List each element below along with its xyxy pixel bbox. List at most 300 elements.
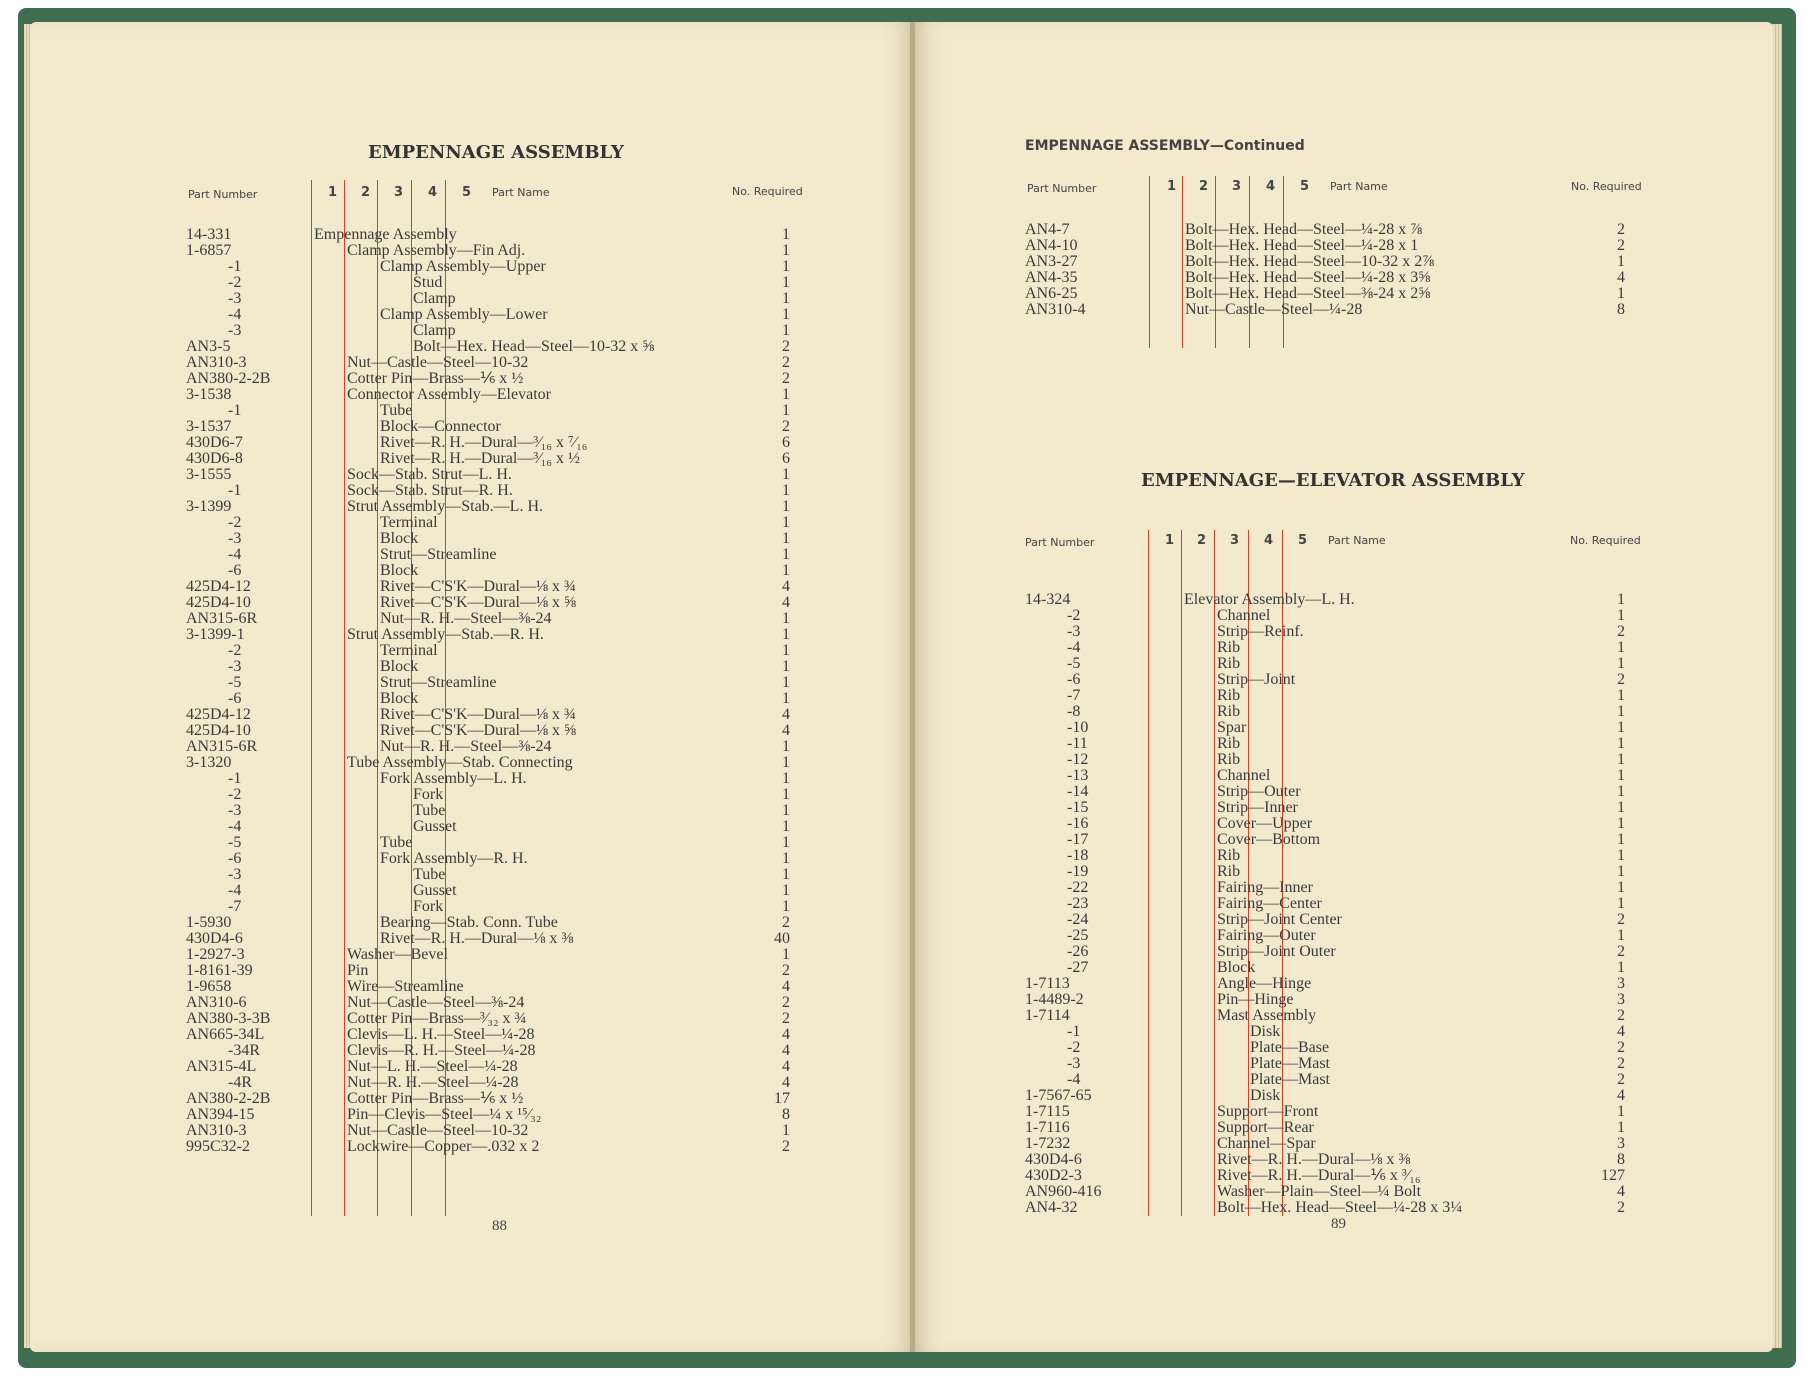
quantity-required: 1: [782, 386, 790, 403]
quantity-required: 2: [1617, 1055, 1625, 1072]
header-part-name: Part Name: [1328, 534, 1386, 547]
part-name: Cover—Bottom: [1217, 831, 1321, 848]
part-number: AN380-2-2B: [186, 370, 271, 387]
part-number: -3: [228, 322, 242, 339]
quantity-required: 2: [782, 914, 790, 931]
part-name: Terminal: [380, 514, 438, 531]
part-number: -14: [1067, 783, 1089, 800]
part-name: Rib: [1217, 863, 1241, 880]
part-number: -34R: [228, 1042, 260, 1059]
part-number: 430D6-7: [186, 434, 243, 451]
quantity-required: 1: [782, 818, 790, 835]
part-name: Rib: [1217, 703, 1241, 720]
part-number: 430D4-6: [186, 930, 243, 947]
part-name: Cotter Pin—Brass—⅙ x ½: [347, 1090, 524, 1107]
part-number: -15: [1067, 799, 1089, 816]
part-number: AN4-7: [1025, 221, 1070, 238]
header-col-2: 2: [1199, 179, 1209, 194]
part-name: Support—Front: [1217, 1103, 1319, 1120]
part-number: 425D4-12: [186, 706, 251, 723]
part-name: Strip—Joint: [1217, 671, 1296, 688]
part-number: 430D2-3: [1025, 1167, 1082, 1184]
part-name: Elevator Assembly—L. H.: [1184, 591, 1355, 608]
quantity-required: 1: [782, 738, 790, 755]
part-number: -2: [228, 274, 242, 291]
part-name: Nut—R. H.—Steel—⅜-24: [380, 610, 552, 627]
quantity-required: 1: [782, 866, 790, 883]
part-number: -4: [228, 882, 242, 899]
part-name: Tube Assembly—Stab. Connecting: [347, 754, 573, 771]
part-number: 1-7114: [1025, 1007, 1070, 1024]
quantity-required: 2: [1617, 1071, 1625, 1088]
part-number: -2: [1067, 607, 1081, 624]
part-number: -24: [1067, 911, 1089, 928]
part-number: -5: [228, 674, 242, 691]
header-part-name: Part Name: [492, 186, 550, 199]
quantity-required: 2: [1617, 671, 1625, 688]
part-number: AN3-27: [1025, 253, 1078, 270]
part-name: Nut—R. H.—Steel—¼-28: [347, 1074, 519, 1091]
quantity-required: 1: [782, 402, 790, 419]
part-name: Wire—Streamline: [347, 978, 464, 995]
quantity-required: 1: [782, 482, 790, 499]
part-name: Rivet—R. H.—Dural—³⁄₁₆ x ½: [380, 450, 580, 467]
quantity-required: 4: [782, 1058, 790, 1075]
column-rule: [1149, 176, 1150, 348]
part-name: Block: [1217, 959, 1256, 976]
quantity-required: 1: [782, 258, 790, 275]
part-name: Fork: [413, 898, 444, 915]
part-number: -2: [228, 514, 242, 531]
quantity-required: 1: [782, 1122, 790, 1139]
quantity-required: 4: [782, 706, 790, 723]
part-name: Clevis—R. H.—Steel—¼-28: [347, 1042, 536, 1059]
header-part-number: Part Number: [188, 188, 258, 201]
quantity-required: 1: [1617, 831, 1625, 848]
quantity-required: 1: [782, 466, 790, 483]
right-page: [915, 22, 1773, 1352]
part-number: 1-4489-2: [1025, 991, 1084, 1008]
quantity-required: 1: [1617, 751, 1625, 768]
quantity-required: 4: [1617, 269, 1625, 286]
quantity-required: 1: [782, 946, 790, 963]
part-number: -3: [1067, 1055, 1081, 1072]
quantity-required: 1: [1617, 863, 1625, 880]
part-name: Plate—Mast: [1250, 1071, 1330, 1088]
quantity-required: 4: [1617, 1023, 1625, 1040]
header-col-2: 2: [1197, 533, 1207, 548]
part-number: 3-1320: [186, 754, 232, 771]
part-number: -18: [1067, 847, 1089, 864]
quantity-required: 2: [1617, 943, 1625, 960]
part-number: 1-7115: [1025, 1103, 1070, 1120]
part-number: AN380-2-2B: [186, 1090, 271, 1107]
quantity-required: 1: [782, 690, 790, 707]
part-number: -1: [228, 770, 242, 787]
part-name: Bolt—Hex. Head—Steel—¼-28 x 3⅝: [1185, 269, 1431, 286]
part-name: Fork: [413, 786, 444, 803]
part-number: 1-6857: [186, 242, 232, 259]
quantity-required: 1: [782, 322, 790, 339]
header-col-1: 1: [1165, 533, 1175, 548]
part-name: Strip—Joint Center: [1217, 911, 1342, 928]
quantity-required: 1: [782, 786, 790, 803]
part-name: Gusset: [413, 882, 457, 899]
quantity-required: 2: [782, 338, 790, 355]
part-name: Cotter Pin—Brass—³⁄₃₂ x ¾: [347, 1010, 527, 1027]
part-number-column: [186, 227, 301, 1155]
part-name: Strut Assembly—Stab.—L. H.: [347, 498, 544, 515]
quantity-required: 2: [782, 1138, 790, 1155]
part-name: Rivet—C'S'K—Dural—⅛ x ¾: [380, 706, 576, 723]
quantity-required: 1: [1617, 285, 1625, 302]
part-name: Channel: [1217, 767, 1271, 784]
quantity-required: 1: [782, 498, 790, 515]
part-name: Pin—Clevis—Steel—¼ x ¹⁵⁄₃₂: [347, 1106, 542, 1123]
quantity-required: 1: [1617, 783, 1625, 800]
part-name: Gusset: [413, 818, 457, 835]
quantity-required: 1: [782, 626, 790, 643]
part-name: Tube: [380, 834, 413, 851]
part-name: Tube: [413, 802, 446, 819]
header-part-number: Part Number: [1027, 182, 1097, 195]
quantity-required: 1: [1617, 847, 1625, 864]
part-name: Rib: [1217, 847, 1241, 864]
quantity-required: 1: [782, 226, 790, 243]
part-number: -6: [228, 850, 242, 867]
quantity-required: 4: [782, 1026, 790, 1043]
part-name: Bolt—Hex. Head—Steel—10-32 x ⅝: [413, 338, 655, 355]
part-number: 1-7116: [1025, 1119, 1070, 1136]
quantity-required: 3: [1617, 991, 1625, 1008]
quantity-required: 1: [1617, 655, 1625, 672]
part-number-column: [1025, 592, 1140, 1216]
part-number: -6: [1067, 671, 1081, 688]
quantity-required: 1: [782, 850, 790, 867]
part-number: AN4-32: [1025, 1199, 1078, 1216]
part-number: -4R: [228, 1074, 252, 1091]
part-name: Tube: [380, 402, 413, 419]
quantity-required: 2: [782, 994, 790, 1011]
part-name: Strip—Outer: [1217, 783, 1301, 800]
quantity-required: 2: [1617, 1199, 1625, 1216]
quantity-required: 1: [782, 770, 790, 787]
quantity-required: 4: [782, 1074, 790, 1091]
part-number: AN6-25: [1025, 285, 1078, 302]
part-number: -6: [228, 690, 242, 707]
part-name: Disk: [1250, 1087, 1281, 1104]
part-name: Disk: [1250, 1023, 1281, 1040]
quantity-required: 1: [1617, 703, 1625, 720]
part-number: -2: [228, 786, 242, 803]
part-number: 14-331: [186, 226, 232, 243]
part-number: -12: [1067, 751, 1089, 768]
part-number: AN380-3-3B: [186, 1010, 271, 1027]
part-number: 1-5930: [186, 914, 232, 931]
part-number: -7: [228, 898, 242, 915]
part-name: Plate—Base: [1250, 1039, 1330, 1056]
quantity-required: 1: [782, 898, 790, 915]
part-number: -26: [1067, 943, 1089, 960]
header-col-4: 4: [1266, 179, 1276, 194]
part-number: AN4-10: [1025, 237, 1078, 254]
part-name: Washer—Plain—Steel—¼ Bolt: [1217, 1183, 1422, 1200]
part-name-column: [1151, 592, 1591, 1216]
header-no-required: No. Required: [1570, 534, 1641, 547]
column-rule: [1148, 530, 1149, 1216]
quantity-required: 1: [1617, 799, 1625, 816]
part-name-column: [1152, 222, 1592, 318]
part-number: 3-1555: [186, 466, 232, 483]
part-number: -3: [228, 802, 242, 819]
quantity-required: 1: [1617, 927, 1625, 944]
part-number: 425D4-12: [186, 578, 251, 595]
quantity-column: [750, 227, 790, 1155]
header-col-1: 1: [328, 185, 338, 200]
quantity-required: 8: [782, 1106, 790, 1123]
part-name: Cover—Upper: [1217, 815, 1313, 832]
part-name: Rivet—C'S'K—Dural—⅛ x ⅝: [380, 722, 576, 739]
quantity-required: 17: [774, 1090, 790, 1107]
part-number: 1-8161-39: [186, 962, 253, 979]
quantity-required: 1: [782, 306, 790, 323]
header-col-4: 4: [428, 185, 438, 200]
part-name: Bolt—Hex. Head—Steel—¼-28 x ⅞: [1185, 221, 1423, 238]
quantity-required: 1: [782, 834, 790, 851]
part-number: -22: [1067, 879, 1089, 896]
quantity-required: 1: [1617, 591, 1625, 608]
part-name: Nut—Castle—Steel—10-32: [347, 354, 529, 371]
quantity-required: 2: [782, 354, 790, 371]
part-number: AN310-3: [186, 354, 247, 371]
part-number: -16: [1067, 815, 1089, 832]
part-name: Support—Rear: [1217, 1119, 1314, 1136]
part-name: Fairing—Inner: [1217, 879, 1313, 896]
part-number: 3-1399: [186, 498, 232, 515]
part-number: 430D4-6: [1025, 1151, 1082, 1168]
quantity-required: 6: [782, 434, 790, 451]
quantity-required: 4: [782, 594, 790, 611]
quantity-required: 3: [1617, 975, 1625, 992]
part-number: -27: [1067, 959, 1089, 976]
part-name: Fairing—Center: [1217, 895, 1322, 912]
part-name: Nut—L. H.—Steel—¼-28: [347, 1058, 518, 1075]
part-number: -3: [228, 866, 242, 883]
part-number: AN315-6R: [186, 738, 258, 755]
part-number: -4: [1067, 1071, 1081, 1088]
part-name: Bolt—Hex. Head—Steel—⅜-24 x 2⅝: [1185, 285, 1431, 302]
part-number: -10: [1067, 719, 1089, 736]
part-number: -19: [1067, 863, 1089, 880]
part-name: Rib: [1217, 639, 1241, 656]
part-name: Rivet—C'S'K—Dural—⅛ x ⅝: [380, 594, 576, 611]
part-name: Sock—Stab. Strut—R. H.: [347, 482, 513, 499]
header-col-5: 5: [462, 185, 472, 200]
header-part-number: Part Number: [1025, 536, 1095, 549]
part-number: -4: [228, 818, 242, 835]
part-number: 14-324: [1025, 591, 1071, 608]
quantity-required: 8: [1617, 301, 1625, 318]
quantity-required: 1: [1617, 767, 1625, 784]
part-number: 425D4-10: [186, 722, 251, 739]
part-name: Clamp Assembly—Fin Adj.: [347, 242, 526, 259]
quantity-required: 2: [782, 962, 790, 979]
part-name: Block—Connector: [380, 418, 501, 435]
part-number: 995C32-2: [186, 1138, 250, 1155]
part-name: Strut—Streamline: [380, 546, 497, 563]
part-name: Fairing—Outer: [1217, 927, 1316, 944]
part-number: -5: [228, 834, 242, 851]
part-number: AN315-6R: [186, 610, 258, 627]
part-name: Spar: [1217, 719, 1247, 736]
part-number-column: [1025, 222, 1140, 318]
quantity-required: 1: [1617, 895, 1625, 912]
part-name: Stud: [413, 274, 443, 291]
quantity-required: 1: [1617, 959, 1625, 976]
part-name: Strut Assembly—Stab.—R. H.: [347, 626, 544, 643]
part-number: -8: [1067, 703, 1081, 720]
quantity-required: 2: [782, 1010, 790, 1027]
part-name: Channel—Spar: [1217, 1135, 1316, 1152]
part-number: 1-7113: [1025, 975, 1070, 992]
part-name: Nut—R. H.—Steel—⅜-24: [380, 738, 552, 755]
quantity-required: 3: [1617, 1135, 1625, 1152]
header-col-2: 2: [361, 185, 371, 200]
part-number: AN4-35: [1025, 269, 1078, 286]
quantity-required: 1: [782, 802, 790, 819]
part-name: Clamp Assembly—Lower: [380, 306, 548, 323]
part-name: Rivet—R. H.—Dural—³⁄₁₆ x ⁷⁄₁₆: [380, 434, 588, 451]
part-number: 1-7232: [1025, 1135, 1071, 1152]
part-number: AN310-6: [186, 994, 247, 1011]
part-number: 1-7567-65: [1025, 1087, 1092, 1104]
part-name: Empennage Assembly: [314, 226, 457, 243]
part-name: Bolt—Hex. Head—Steel—¼-28 x 3¼: [1217, 1199, 1463, 1216]
part-name: Rivet—R. H.—Dural—⅛ x ⅜: [1217, 1151, 1411, 1168]
quantity-required: 1: [782, 290, 790, 307]
part-name: Channel: [1217, 607, 1271, 624]
header-col-3: 3: [394, 185, 404, 200]
quantity-required: 1: [1617, 815, 1625, 832]
part-number: AN394-15: [186, 1106, 255, 1123]
quantity-required: 1: [782, 546, 790, 563]
part-name: Angle—Hinge: [1217, 975, 1312, 992]
part-name: Fork Assembly—R. H.: [380, 850, 528, 867]
quantity-required: 2: [1617, 623, 1625, 640]
header-col-3: 3: [1232, 179, 1242, 194]
part-name: Nut—Castle—Steel—⅜-24: [347, 994, 525, 1011]
part-name: Block: [380, 562, 419, 579]
quantity-required: 1: [782, 674, 790, 691]
quantity-required: 1: [782, 610, 790, 627]
part-number: -2: [1067, 1039, 1081, 1056]
part-name: Block: [380, 658, 419, 675]
header-col-3: 3: [1230, 533, 1240, 548]
header-col-5: 5: [1298, 533, 1308, 548]
part-number: 425D4-10: [186, 594, 251, 611]
part-number: -6: [228, 562, 242, 579]
part-number: -1: [228, 402, 242, 419]
part-name: Clamp Assembly—Upper: [380, 258, 546, 275]
quantity-required: 40: [774, 930, 790, 947]
page-number: 88: [492, 1218, 507, 1234]
part-number: AN665-34L: [186, 1026, 265, 1043]
section2-title: EMPENNAGE—ELEVATOR ASSEMBLY: [1141, 470, 1525, 491]
column-rule: [311, 180, 312, 1216]
part-number: -3: [228, 658, 242, 675]
part-number: -4: [1067, 639, 1081, 656]
part-number: AN960-416: [1025, 1183, 1102, 1200]
part-name: Pin: [347, 962, 369, 979]
part-name: Nut—Castle—Steel—¼-28: [1185, 301, 1363, 318]
part-name: Clevis—L. H.—Steel—¼-28: [347, 1026, 535, 1043]
quantity-required: 1: [1617, 719, 1625, 736]
quantity-required: 2: [1617, 1007, 1625, 1024]
part-name: Plate—Mast: [1250, 1055, 1330, 1072]
part-number: -17: [1067, 831, 1089, 848]
part-number: -1: [228, 482, 242, 499]
quantity-required: 4: [782, 578, 790, 595]
quantity-required: 1: [782, 754, 790, 771]
quantity-required: 4: [782, 1042, 790, 1059]
part-number: -5: [1067, 655, 1081, 672]
part-number: -1: [228, 258, 242, 275]
part-number: -2: [228, 642, 242, 659]
part-number: -13: [1067, 767, 1089, 784]
part-number: -3: [228, 530, 242, 547]
quantity-required: 4: [782, 978, 790, 995]
section1-title: EMPENNAGE ASSEMBLY—Continued: [1025, 138, 1305, 154]
quantity-required: 2: [1617, 237, 1625, 254]
quantity-required: 1: [782, 242, 790, 259]
part-name: Cotter Pin—Brass—⅙ x ½: [347, 370, 524, 387]
quantity-required: 1: [1617, 687, 1625, 704]
part-name: Strip—Reinf.: [1217, 623, 1304, 640]
part-number: 3-1537: [186, 418, 232, 435]
part-name: Strip—Inner: [1217, 799, 1298, 816]
part-number: -1: [1067, 1023, 1081, 1040]
quantity-required: 1: [1617, 879, 1625, 896]
quantity-required: 2: [1617, 221, 1625, 238]
quantity-required: 1: [782, 530, 790, 547]
part-number: 3-1538: [186, 386, 232, 403]
part-name: Bolt—Hex. Head—Steel—¼-28 x 1: [1185, 237, 1419, 254]
part-name: Rivet—C'S'K—Dural—⅛ x ¾: [380, 578, 576, 595]
quantity-required: 4: [1617, 1087, 1625, 1104]
part-number: AN3-5: [186, 338, 231, 355]
quantity-required: 1: [1617, 607, 1625, 624]
part-name: Terminal: [380, 642, 438, 659]
part-name: Block: [380, 530, 419, 547]
header-no-required: No. Required: [732, 185, 803, 198]
part-number: -25: [1067, 927, 1089, 944]
part-name: Strip—Joint Outer: [1217, 943, 1336, 960]
quantity-required: 1: [782, 562, 790, 579]
part-name: Tube: [413, 866, 446, 883]
quantity-column: [1585, 592, 1625, 1216]
quantity-required: 1: [1617, 253, 1625, 270]
quantity-required: 2: [782, 418, 790, 435]
quantity-required: 127: [1601, 1167, 1625, 1184]
part-name: Rib: [1217, 751, 1241, 768]
quantity-required: 1: [782, 882, 790, 899]
part-name: Clamp: [413, 290, 456, 307]
quantity-required: 6: [782, 450, 790, 467]
part-number: -3: [228, 290, 242, 307]
part-name: Rib: [1217, 687, 1241, 704]
part-number: 430D6-8: [186, 450, 243, 467]
part-name-column: [314, 227, 774, 1155]
